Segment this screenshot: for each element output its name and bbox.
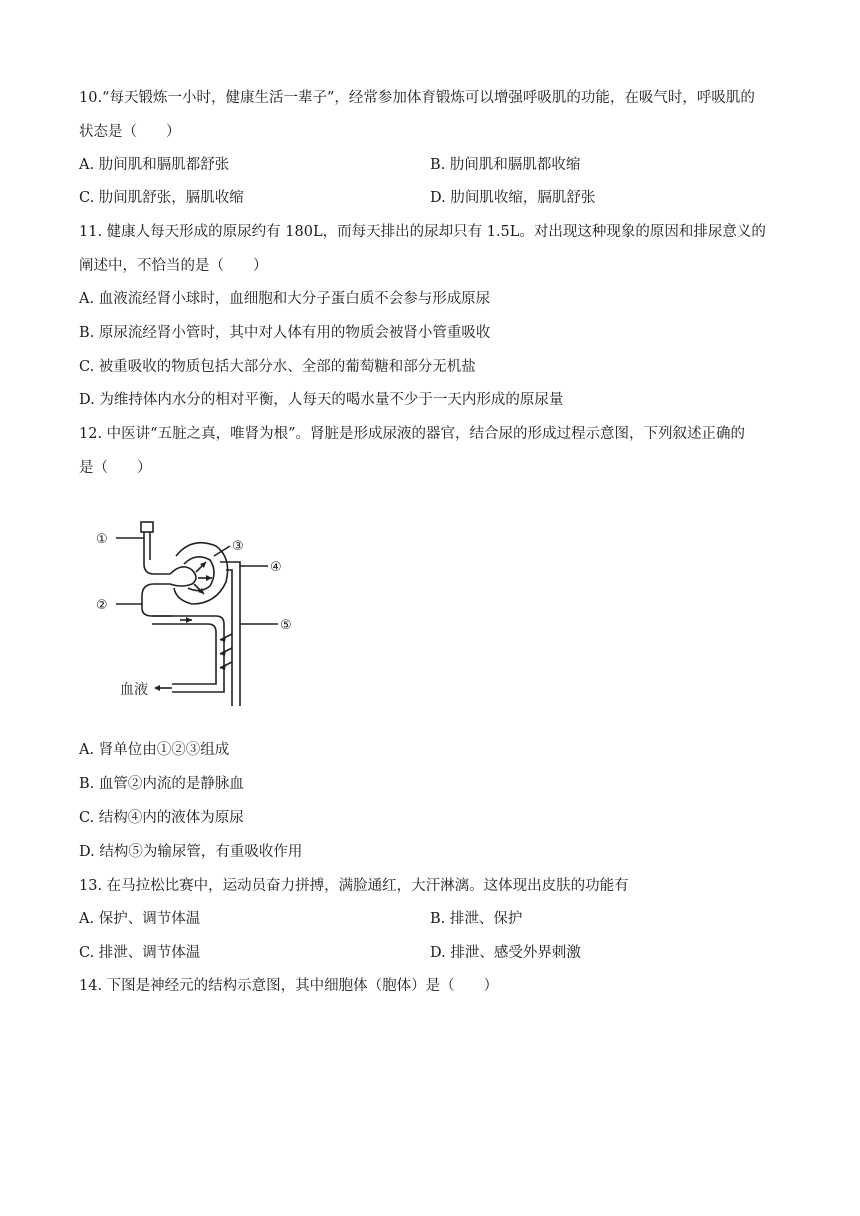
q12-stem-line1: 12. 中医讲“五脏之真，唯肾为根”。肾脏是形成尿液的器官，结合尿的形成过程示意图，下列叙述正确的 bbox=[79, 426, 745, 442]
renal-tubule-outer bbox=[220, 562, 240, 706]
glomerulus bbox=[170, 567, 196, 586]
q10-option-b: B. 肋间肌和膈肌都收缩 bbox=[430, 157, 581, 173]
q13-option-c: C. 排泄、调节体温 bbox=[79, 945, 201, 961]
arrowhead-7 bbox=[186, 617, 192, 623]
leader-line-3 bbox=[214, 546, 230, 556]
diagram-label-5: ⑤ bbox=[280, 618, 292, 633]
q12-option-d: D. 结构⑤为输尿管，有重吸收作用 bbox=[79, 844, 303, 860]
vessel-end-cap bbox=[141, 522, 153, 532]
renal-tubule-inner bbox=[226, 570, 232, 706]
efferent-vessel bbox=[142, 584, 172, 616]
peritubular-capillary-inner bbox=[152, 624, 216, 684]
q10-option-d: D. 肋间肌收缩，膈肌舒张 bbox=[430, 190, 596, 206]
q10-stem-line1: 10.“每天锻炼一小时，健康生活一辈子”，经常参加体育锻炼可以增强呼吸肌的功能，在吸气时，呼吸肌的 bbox=[79, 90, 755, 106]
diagram-label-1: ① bbox=[96, 532, 108, 547]
q12-option-a: A. 肾单位由①②③组成 bbox=[79, 742, 230, 758]
diagram-blood-label: 血液 bbox=[120, 682, 148, 698]
q10-option-a: A. 肋间肌和膈肌都舒张 bbox=[79, 157, 230, 173]
q11-stem-line2: 阐述中，不恰当的是（ ） bbox=[79, 258, 268, 274]
q10-option-c: C. 肋间肌舒张，膈肌收缩 bbox=[79, 190, 244, 206]
q13-option-a: A. 保护、调节体温 bbox=[79, 911, 201, 927]
diagram-label-4: ④ bbox=[270, 560, 282, 575]
diagram-label-2: ② bbox=[96, 598, 108, 613]
q11-stem-line1: 11. 健康人每天形成的原尿约有 180L，而每天排出的尿却只有 1.5L。对出现这种现象的原因和排尿意义的 bbox=[79, 224, 766, 240]
peritubular-capillary bbox=[152, 616, 224, 692]
afferent-vessel bbox=[144, 530, 170, 574]
q10-stem-line2: 状态是（ ） bbox=[79, 124, 181, 140]
arrowhead-8 bbox=[154, 685, 160, 691]
q12-stem-line2: 是（ ） bbox=[79, 460, 152, 476]
q11-option-c: C. 被重吸收的物质包括大部分水、全部的葡萄糖和部分无机盐 bbox=[79, 359, 476, 375]
nephron-diagram bbox=[92, 512, 302, 712]
diagram-label-3: ③ bbox=[232, 539, 244, 554]
q12-option-c: C. 结构④内的液体为原尿 bbox=[79, 810, 244, 826]
q12-option-b: B. 血管②内流的是静脉血 bbox=[79, 776, 244, 792]
q13-option-d: D. 排泄、感受外界刺激 bbox=[430, 945, 581, 961]
q14-stem-line1: 14. 下图是神经元的结构示意图，其中细胞体（胞体）是（ ） bbox=[79, 978, 499, 994]
q11-option-b: B. 原尿流经肾小管时，其中对人体有用的物质会被肾小管重吸收 bbox=[79, 325, 491, 341]
arrowhead-2 bbox=[206, 575, 212, 581]
q11-option-d: D. 为维持体内水分的相对平衡，人每天的喝水量不少于一天内形成的原尿量 bbox=[79, 392, 564, 408]
q13-option-b: B. 排泄、保护 bbox=[430, 911, 523, 927]
q13-stem-line1: 13. 在马拉松比赛中，运动员奋力拼搏，满脸通红，大汗淋漓。这体现出皮肤的功能有 bbox=[79, 878, 629, 894]
q11-option-a: A. 血液流经肾小球时，血细胞和大分子蛋白质不会参与形成原尿 bbox=[79, 291, 491, 307]
